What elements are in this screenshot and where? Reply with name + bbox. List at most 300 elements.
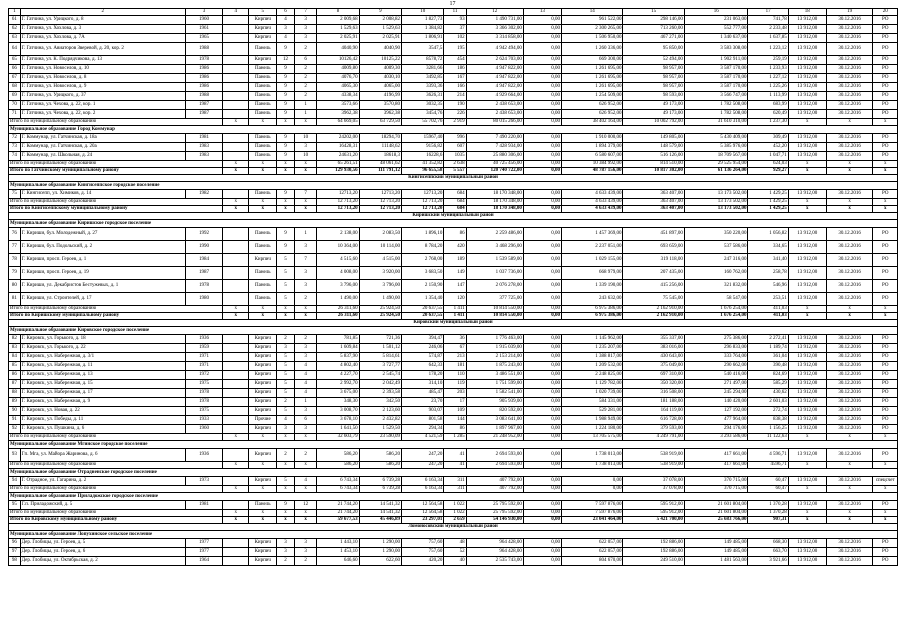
table-cell: 363 407,00: [623, 199, 684, 206]
table-cell: 1 020 739,00: [562, 389, 623, 398]
table-cell: 31 610 310,00: [684, 119, 748, 126]
table-cell: 4 249 791,00: [623, 434, 684, 441]
municipality-section-row: [9, 493, 898, 501]
table-cell: 350 320,00: [623, 380, 684, 389]
table-cell: 29 525 954,00: [684, 161, 748, 168]
table-cell: 1 490,00: [359, 293, 401, 306]
table-cell: 2: [295, 43, 317, 56]
table-cell: 3 796,00: [359, 280, 401, 293]
table-cell: 8 784,20: [402, 241, 444, 254]
table-cell: 3573,66: [317, 101, 359, 110]
table-cell: 2: [277, 449, 295, 462]
table-cell: 12 713,20: [317, 206, 359, 213]
address-cell: Г. Гатчина, ул. Новоселов, д. 8: [20, 74, 185, 83]
table-row: [9, 398, 898, 407]
table-cell: 361,04: [748, 353, 788, 362]
table-cell: Кирпич: [249, 344, 277, 353]
table-cell: [223, 241, 249, 254]
table-cell: [223, 344, 249, 353]
table-cell: 595 912,00: [623, 501, 684, 510]
address-cell: Г. Гатчина, ул. Авиаторов Зверевой, д. 20, кор. 2: [20, 43, 185, 56]
table-cell: 1 506 950,00: [562, 34, 623, 43]
table-cell: 30.12.2016: [826, 74, 873, 83]
total-label: Итого по Киришскому муниципальному району: [9, 313, 223, 320]
table-cell: 8578,72: [402, 56, 444, 65]
table-cell: 13 912,00: [788, 152, 826, 161]
column-number: 20: [873, 9, 898, 16]
table-cell: x: [249, 306, 277, 313]
column-number: 5: [249, 9, 277, 16]
table-cell: x: [873, 168, 898, 175]
table-cell: Панель: [249, 228, 277, 241]
table-cell: 1933: [185, 416, 222, 425]
table-cell: 30.12.2016: [826, 449, 873, 462]
table-cell: x: [223, 199, 249, 206]
table-cell: x: [249, 119, 277, 126]
table-cell: Панель: [249, 43, 277, 56]
table-cell: 3 587 170,00: [684, 74, 748, 83]
table-cell: 1983: [185, 143, 222, 152]
table-row: [9, 152, 898, 161]
table-cell: 4 633 439,00: [562, 190, 623, 199]
table-cell: 1 429,25: [748, 199, 788, 206]
table-cell: 5: [277, 293, 295, 306]
table-cell: x: [826, 510, 873, 517]
table-cell: x: [249, 462, 277, 469]
table-cell: 4: [277, 34, 295, 43]
table-cell: x: [873, 206, 898, 213]
table-cell: 7 597 876,00: [562, 510, 623, 517]
table-cell: 0,00: [523, 254, 561, 267]
table-row: [9, 74, 898, 83]
table-cell: 363 407,00: [623, 206, 684, 213]
table-cell: 1987: [185, 267, 222, 280]
table-cell: 341,40: [748, 254, 788, 267]
address-cell: Г. Кириши, бул. Подольский, д. 2: [20, 241, 185, 254]
table-cell: [223, 16, 249, 25]
table-cell: 13 912,00: [788, 56, 826, 65]
table-cell: 0,00: [523, 83, 561, 92]
table-cell: 0,00: [523, 119, 561, 126]
table-cell: 2 083,50: [359, 228, 401, 241]
table-cell: 2: [295, 92, 317, 101]
table-cell: 3 008,70: [317, 407, 359, 416]
table-cell: 13 912,00: [788, 34, 826, 43]
table-cell: 296 833,00: [684, 344, 748, 353]
table-cell: 192 886,00: [623, 539, 684, 548]
table-cell: 30.12.2016: [826, 353, 873, 362]
table-cell: 3393,36: [402, 83, 444, 92]
column-number: 3: [185, 9, 222, 16]
table-cell: 903,07: [402, 407, 444, 416]
table-cell: 41: [444, 462, 466, 469]
table-cell: 13 912,00: [788, 557, 826, 566]
table-cell: 1 490,00: [317, 293, 359, 306]
table-cell: 80 015 266,00: [466, 119, 523, 126]
table-cell: x: [295, 434, 317, 441]
table-cell: 10 114,00: [359, 241, 401, 254]
table-cell: 1 910 000,00: [562, 134, 623, 143]
table-row: [9, 407, 898, 416]
total-label: Итого по муниципальному образованию: [9, 306, 223, 313]
table-cell: 38 402 164,00: [562, 119, 623, 126]
table-cell: 311: [444, 486, 466, 493]
column-number: 2: [20, 9, 185, 16]
table-cell: 0,00: [523, 557, 561, 566]
table-cell: 30.12.2016: [826, 380, 873, 389]
table-cell: 3 468 296,00: [466, 241, 523, 254]
table-cell: 13 912,00: [788, 293, 826, 306]
table-cell: 10125,22: [359, 56, 401, 65]
table-cell: 36: [444, 335, 466, 344]
table-cell: 4 008,00: [317, 267, 359, 280]
table-cell: РО: [873, 241, 898, 254]
address-cell: Г.п. Приладожский, д. 5: [20, 501, 185, 510]
table-cell: 21 744,20: [317, 510, 359, 517]
table-cell: 2 694 593,00: [466, 462, 523, 469]
table-cell: 377 725,00: [466, 293, 523, 306]
address-cell: Г. Коммунар, ул. Школьная, д. 24: [20, 152, 185, 161]
table-cell: 0,00: [523, 43, 561, 56]
table-cell: 2 272,41: [748, 335, 788, 344]
table-cell: 319 118,00: [623, 254, 684, 267]
table-cell: Панель: [249, 190, 277, 199]
table-cell: 669 300,00: [562, 56, 623, 65]
table-cell: 12713,20: [402, 190, 444, 199]
table-cell: 0,00: [523, 143, 561, 152]
table-cell: 149 485,00: [684, 548, 748, 557]
table-cell: 379 593,00: [623, 425, 684, 434]
table-cell: 1986: [185, 74, 222, 83]
table-cell: 0,00: [523, 16, 561, 25]
table-cell: 4 515,60: [317, 254, 359, 267]
table-cell: 76: [9, 228, 21, 241]
district-total-row: [9, 313, 898, 320]
table-cell: 1986: [185, 65, 222, 74]
table-row: [9, 190, 898, 199]
table-cell: 363 407,00: [623, 190, 684, 199]
table-cell: x: [277, 199, 295, 206]
table-cell: 5: [277, 254, 295, 267]
table-cell: РО: [873, 152, 898, 161]
table-cell: [223, 407, 249, 416]
table-cell: 430,62: [748, 389, 788, 398]
table-cell: x: [873, 510, 898, 517]
table-cell: 18 170 348,00: [466, 206, 523, 213]
table-cell: 7: [295, 190, 317, 199]
table-cell: 1983: [185, 152, 222, 161]
table-cell: 93: [9, 449, 21, 462]
table-cell: 0,00: [523, 293, 561, 306]
table-cell: 95 850,00: [623, 43, 684, 56]
table-cell: 12 713,20: [359, 199, 401, 206]
table-row: [9, 389, 898, 398]
table-cell: 684: [444, 190, 466, 199]
table-cell: 181: [444, 362, 466, 371]
table-cell: 1975: [185, 407, 222, 416]
table-cell: 2 162 910,00: [623, 306, 684, 313]
table-cell: 350 220,00: [684, 228, 748, 241]
table-cell: 1 285: [444, 434, 466, 441]
table-cell: x: [788, 510, 826, 517]
column-number: 18: [788, 9, 826, 16]
table-cell: 30.12.2016: [826, 371, 873, 380]
table-cell: Панель: [249, 241, 277, 254]
table-cell: 5 557: [444, 168, 466, 175]
column-number: 16: [684, 9, 748, 16]
table-cell: x: [223, 517, 249, 524]
table-cell: 0,00: [523, 280, 561, 293]
address-cell: Г. Коммунар, ул. Гатчинская, д. 20а: [20, 143, 185, 152]
table-cell: 1 501,12: [359, 344, 401, 353]
table-cell: 13 912,00: [788, 477, 826, 486]
table-cell: 516 126,00: [623, 152, 684, 161]
table-cell: x: [788, 462, 826, 469]
table-cell: 668,30: [748, 539, 788, 548]
table-cell: 1 782 508,00: [684, 101, 748, 110]
table-cell: 620,49: [748, 110, 788, 119]
table-cell: 10: [295, 134, 317, 143]
table-cell: 13 173 502,00: [684, 206, 748, 213]
address-cell: Г. Кириши, бул. Молодежный, д. 27: [20, 228, 185, 241]
table-cell: x: [295, 486, 317, 493]
table-cell: 4: [295, 371, 317, 380]
table-cell: 0,00: [523, 74, 561, 83]
table-cell: 247 316,00: [684, 254, 748, 267]
address-cell: Г. Гатчина, ул. Урицкого, д. 8: [20, 16, 185, 25]
table-cell: 1 113,99: [748, 92, 788, 101]
table-cell: x: [826, 313, 873, 320]
table-cell: 1977: [185, 548, 222, 557]
table-cell: 3: [295, 143, 317, 152]
table-cell: Кирпич: [249, 34, 277, 43]
table-cell: 3 083 641,00: [466, 416, 523, 425]
table-cell: x: [223, 306, 249, 313]
table-cell: 1035: [444, 152, 466, 161]
table-cell: 9: [277, 74, 295, 83]
table-cell: x: [249, 199, 277, 206]
table-cell: 0,00: [523, 416, 561, 425]
table-cell: 467 271,00: [623, 34, 684, 43]
table-cell: 4: [295, 362, 317, 371]
district-name: Кингисеппский муниципальный район: [9, 175, 898, 182]
table-cell: 275 386,00: [684, 335, 748, 344]
table-cell: 13 912,00: [788, 398, 826, 407]
table-cell: [223, 267, 249, 280]
table-cell: x: [826, 517, 873, 524]
table-cell: x: [826, 119, 873, 126]
address-cell: Г. Кировск, ул. Горького, д. 22: [20, 344, 185, 353]
table-cell: 12 713,20: [359, 206, 401, 213]
table-cell: x: [249, 517, 277, 524]
table-cell: 13 705 575,00: [562, 434, 623, 441]
table-cell: 30.12.2016: [826, 190, 873, 199]
table-cell: 1 738 013,00: [562, 462, 623, 469]
table-cell: Панель: [249, 65, 277, 74]
table-cell: 1 022: [444, 510, 466, 517]
table-cell: x: [873, 517, 898, 524]
total-label: Итого по Кировскому муниципальному району: [9, 517, 223, 524]
table-cell: 1 261 695,00: [562, 65, 623, 74]
table-cell: 824,69: [748, 371, 788, 380]
table-cell: 5 837,90: [317, 353, 359, 362]
table-cell: 258,78: [748, 267, 788, 280]
table-cell: 23 041 464,00: [562, 517, 623, 524]
table-cell: 0,00: [523, 344, 561, 353]
table-cell: x: [873, 434, 898, 441]
table-cell: 0,00: [523, 134, 561, 143]
table-cell: 13 912,00: [788, 16, 826, 25]
table-cell: 3 366 302,00: [466, 25, 523, 34]
table-cell: 1 254 509,00: [562, 92, 623, 101]
table-cell: x: [826, 168, 873, 175]
table-cell: 207 435,00: [623, 267, 684, 280]
table-cell: 1: [295, 101, 317, 110]
table-cell: 622 057,00: [562, 548, 623, 557]
table-cell: 3962,38: [317, 110, 359, 119]
table-cell: x: [223, 161, 249, 168]
table-cell: 0,00: [523, 434, 561, 441]
table-cell: 231 063,00: [684, 16, 748, 25]
table-cell: 87: [9, 380, 21, 389]
table-cell: 2: [295, 557, 317, 566]
table-cell: 41 352,82: [402, 161, 444, 168]
table-cell: 6: [295, 416, 317, 425]
table-cell: 30.12.2016: [826, 25, 873, 34]
subtotal-row: [9, 462, 898, 469]
table-cell: 451 897,00: [623, 228, 684, 241]
table-cell: 4 633 439,00: [562, 199, 623, 206]
table-cell: 0,00: [523, 168, 561, 175]
table-cell: 5 385 976,00: [684, 143, 748, 152]
table-cell: 16228,6: [402, 152, 444, 161]
table-cell: 1 776 463,00: [466, 335, 523, 344]
table-cell: 0,00: [523, 425, 561, 434]
column-number: 4: [223, 9, 249, 16]
table-cell: 0,00: [523, 267, 561, 280]
table-cell: 2 123,60: [359, 407, 401, 416]
table-cell: 3 727,77: [359, 362, 401, 371]
address-cell: Г. Гатчина, ул. Чехова, д. 22, кор. 2: [20, 110, 185, 119]
table-cell: 1 609,84: [317, 344, 359, 353]
table-cell: 4076,70: [317, 74, 359, 83]
table-cell: 3032,35: [402, 101, 444, 110]
table-cell: 0,00: [523, 510, 561, 517]
table-cell: Кирпич: [249, 449, 277, 462]
table-cell: 2 438 653,00: [466, 110, 523, 119]
table-cell: 1 370,28: [748, 510, 788, 517]
table-cell: x: [223, 462, 249, 469]
table-cell: 13 912,00: [788, 267, 826, 280]
table-cell: 3 683,50: [402, 267, 444, 280]
table-cell: 30.12.2016: [826, 557, 873, 566]
table-cell: 0,00: [523, 380, 561, 389]
table-cell: x: [788, 486, 826, 493]
table-cell: 417 661,00: [684, 449, 748, 462]
table-cell: 30.12.2016: [826, 152, 873, 161]
table-cell: 294 176,00: [684, 425, 748, 434]
table-cell: Панель: [249, 293, 277, 306]
table-cell: 5 430 409,00: [684, 134, 748, 143]
table-cell: 1 411: [444, 306, 466, 313]
table-cell: 4 802,40: [317, 362, 359, 371]
table-cell: 25 795 592,00: [466, 510, 523, 517]
table-cell: 14 541,32: [359, 501, 401, 510]
table-cell: 2: [277, 335, 295, 344]
table-cell: 757,60: [402, 539, 444, 548]
municipality-name: Муниципальное образование Отрадненское городское поселение: [9, 469, 898, 477]
address-cell: Г. Кировск, ул. Набережная, д. 9: [20, 398, 185, 407]
table-cell: 30.12.2016: [826, 56, 873, 65]
table-cell: 0,00: [523, 190, 561, 199]
table-cell: 30.12.2016: [826, 254, 873, 267]
table-cell: 30.12.2016: [826, 43, 873, 56]
table-cell: 120 740 722,00: [466, 168, 523, 175]
table-cell: РО: [873, 34, 898, 43]
table-cell: 1 738 013,00: [562, 449, 623, 462]
table-cell: 26 311,60: [317, 306, 359, 313]
table-cell: x: [223, 168, 249, 175]
table-cell: 98 957,00: [623, 83, 684, 92]
table-cell: 109: [444, 407, 466, 416]
district-total-row: [9, 517, 898, 524]
table-cell: 140 420,00: [684, 398, 748, 407]
table-cell: x: [277, 486, 295, 493]
table-cell: 144: [444, 416, 466, 425]
table-cell: 97: [9, 548, 21, 557]
table-cell: [223, 101, 249, 110]
table-cell: 23 297,01: [402, 517, 444, 524]
table-cell: 2 432,82: [359, 416, 401, 425]
table-cell: 30.12.2016: [826, 280, 873, 293]
table-cell: 1992: [185, 228, 222, 241]
table-cell: 9: [277, 83, 295, 92]
table-cell: 13 912,00: [788, 407, 826, 416]
total-label: Итого по Гатчинскому муниципальному району: [9, 168, 223, 175]
table-cell: 13 912,00: [788, 190, 826, 199]
table-cell: 624,03: [748, 161, 788, 168]
table-cell: 213: [444, 353, 466, 362]
table-cell: 3547,5: [402, 43, 444, 56]
table-row: [9, 267, 898, 280]
table-row: [9, 25, 898, 34]
table-cell: [223, 353, 249, 362]
table-cell: x: [295, 161, 317, 168]
table-cell: [223, 65, 249, 74]
table-cell: 69: [9, 92, 21, 101]
table-cell: 249 510,00: [623, 557, 684, 566]
address-cell: Г. Кириши, просп. Героев, д. 1: [20, 254, 185, 267]
table-cell: 9: [277, 134, 295, 143]
table-cell: 3281,66: [402, 65, 444, 74]
table-cell: 26 311,60: [317, 313, 359, 320]
table-cell: 1 225,26: [748, 83, 788, 92]
table-row: [9, 92, 898, 101]
table-cell: 0,00: [523, 335, 561, 344]
table-row: [9, 43, 898, 56]
table-cell: 70: [9, 101, 21, 110]
table-cell: 584 331,00: [562, 398, 623, 407]
table-cell: 67: [9, 74, 21, 83]
table-cell: 0,00: [523, 65, 561, 74]
table-cell: 370 715,00: [684, 477, 748, 486]
table-cell: 30.12.2016: [826, 407, 873, 416]
table-cell: [223, 416, 249, 425]
table-cell: 160 762,00: [684, 267, 748, 280]
table-cell: 10 002 792,00: [623, 119, 684, 126]
table-cell: 30.12.2016: [826, 101, 873, 110]
table-cell: РО: [873, 371, 898, 380]
